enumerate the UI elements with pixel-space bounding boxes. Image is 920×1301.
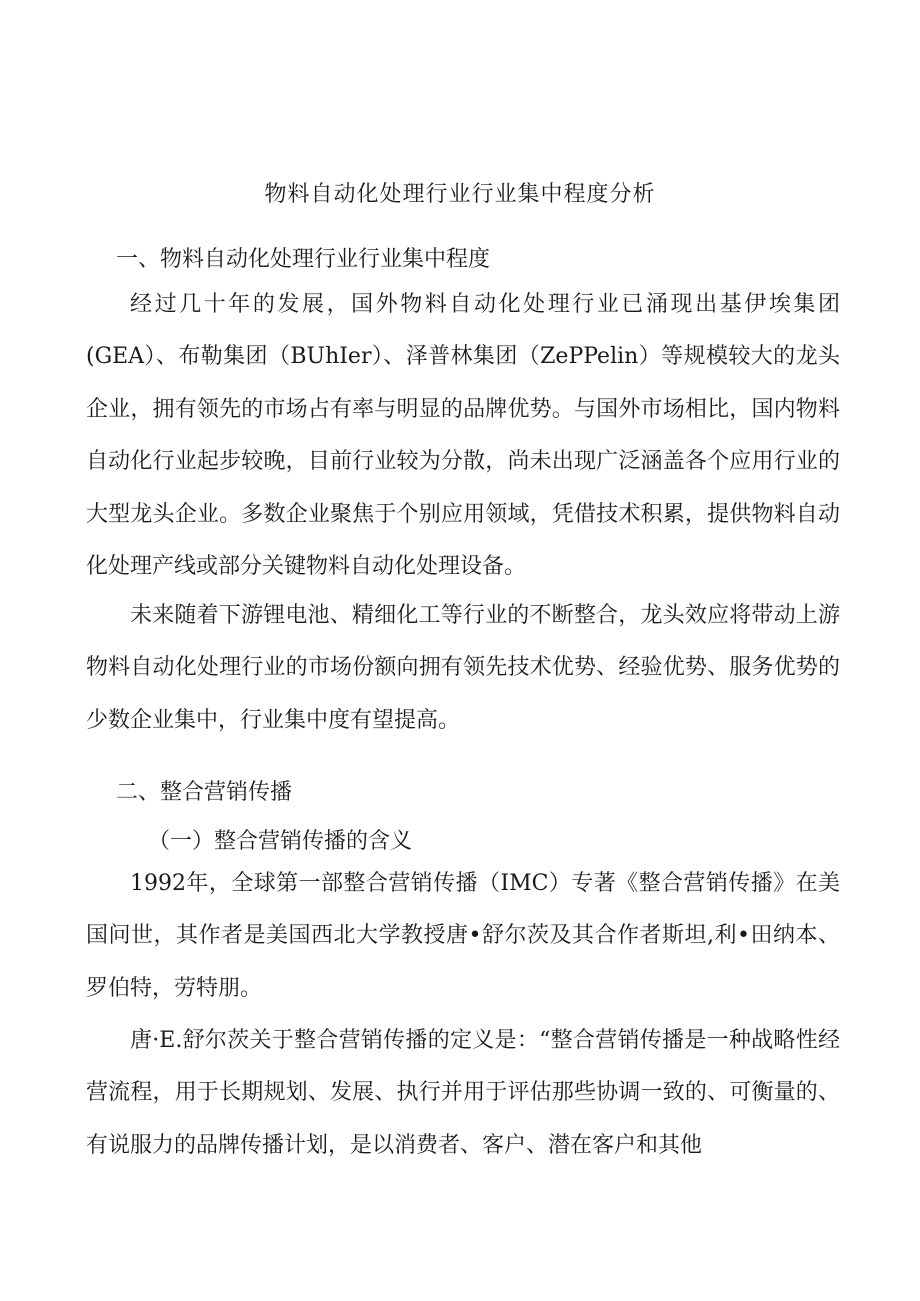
section-2-heading: 二、整合营销传播 [116, 780, 293, 805]
document-title: 物料自动化处理行业行业集中程度分析 [264, 182, 656, 207]
section-1-paragraph-1: 经过几十年的发展，国外物料自动化处理行业已涌现出基伊埃集团(GEA）、布勒集团（BUhIer）、泽普林集团（ZePPelin）等规模较大的龙头企业，拥有领先的市场占有率与明显的品牌优势。与国外市场相比，国内物料自动化行业起步较晚，目前行业较为分散，尚未出现广泛涵盖各个应用行业的大型龙头企业。多数企业聚焦于个别应用领域，凭借技术积累，提供物料自动化处理产线或部分关键物料自动化处理设备。 [86, 292, 840, 580]
section-2-paragraph-1: 1992年，全球第一部整合营销传播（IMC）专著《整合营销传播》在美国问世，其作者是美国西北大学教授唐•舒尔茨及其合作者斯坦,利•田纳本、罗伯特，劳特朋。 [86, 871, 840, 1001]
section-2-paragraph-2: 唐·E.舒尔茨关于整合营销传播的定义是：“整合营销传播是一种战略性经营流程，用于长期规划、发展、执行并用于评估那些协调一致的、可衡量的、有说服力的品牌传播计划，是以消费者、客户、潜在客户和其他 [86, 1028, 840, 1158]
section-1-heading: 一、物料自动化处理行业行业集中程度 [116, 247, 491, 272]
section-2-subheading: （一）整合营销传播的含义 [148, 829, 413, 854]
section-1-paragraph-2: 未来随着下游锂电池、精细化工等行业的不断整合，龙头效应将带动上游物料自动化处理行业的市场份额向拥有领先技术优势、经验优势、服务优势的少数企业集中，行业集中度有望提高。 [86, 603, 840, 733]
